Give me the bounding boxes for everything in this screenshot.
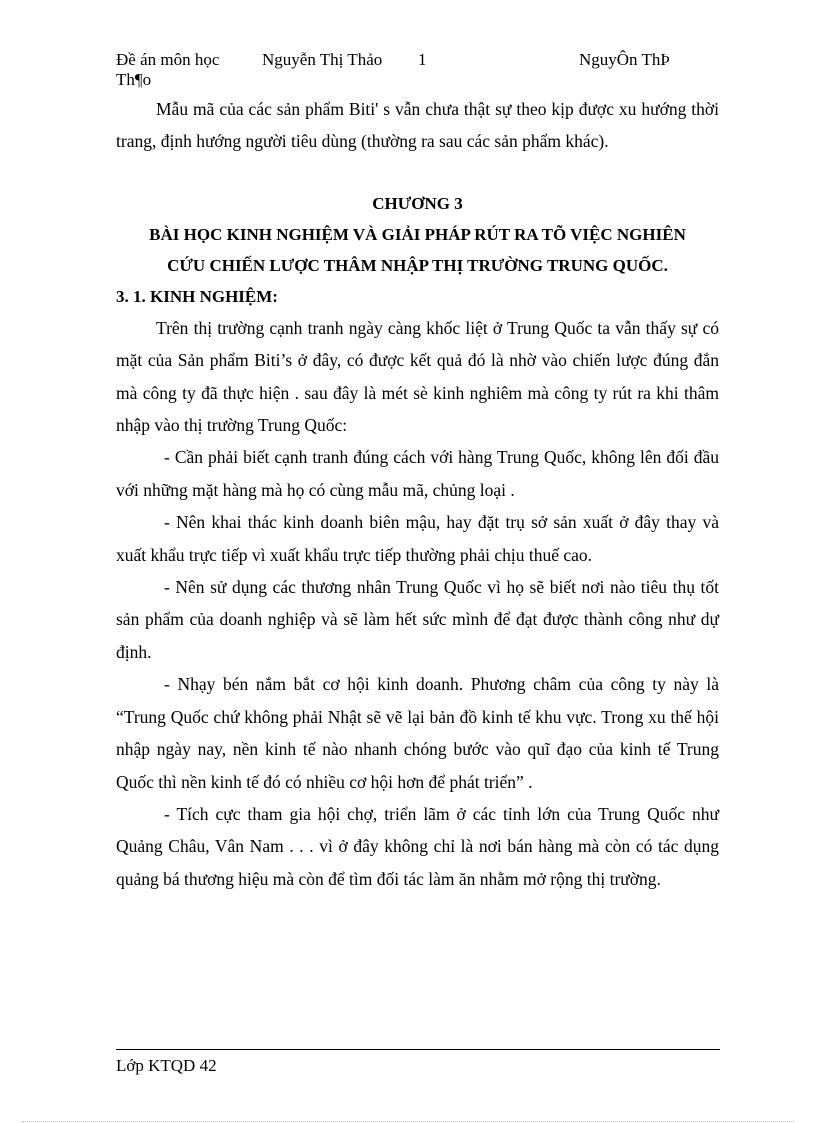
- page-bottom-edge: [22, 1121, 794, 1122]
- header-author: Nguyễn Thị Thảo: [262, 50, 383, 69]
- chapter-number: CHƯƠNG 3: [372, 193, 463, 213]
- experience-point: - Nên khai thác kinh doanh biên mậu, hay đặt trụ sở sản xuất ở đây thay và xuất khẩu trực tiếp vì xuất khẩu trực tiếp thường phải chịu thuế cao.: [116, 512, 719, 565]
- footer-class-label: Lớp KTQD 42: [116, 1056, 217, 1075]
- chapter-title-line-2: CỨU CHIẾN LƯỢC THÂM NHẬP THỊ TRƯỜNG TRUNG QUỐC.: [167, 255, 668, 275]
- chapter-title-line-1: BÀI HỌC KINH NGHIỆM VÀ GIẢI PHÁP RÚT RA TÕ VIỆC NGHIÊN: [149, 224, 686, 244]
- experience-point: - Nhạy bén nắm bắt cơ hội kinh doanh. Phương châm của công ty này là “Trung Quốc chứ không phải Nhật sẽ vẽ lại bản đồ kinh tế khu vực. Trong xu thế hội nhập ngày nay, nền kinh tế nào nhanh chóng bước vào quĩ đạo của kinh tế Trung Quốc thì nền kinh tế đó có nhiều cơ hội hơn để phát triển” .: [116, 674, 719, 792]
- section-title: 3. 1. KINH NGHIỆM:: [116, 286, 278, 306]
- header-garbled-name: NguyÔn ThÞ: [579, 50, 670, 69]
- document-body: [116, 93, 719, 895]
- header-page-number: 1: [418, 50, 427, 69]
- header-course: Đề án môn học: [116, 50, 220, 69]
- experience-point: - Tích cực tham gia hội chợ, triển lãm ở các tỉnh lớn của Trung Quốc như Quảng Châu, Vân Nam . . . vì ở đây không chỉ là nơi bán hàng mà còn có tác dụng quảng bá thương hiệu mà còn để tìm đối tác làm ăn nhằm mở rộng thị trường.: [116, 803, 719, 889]
- experience-point: - Nên sử dụng các thương nhân Trung Quốc vì họ sẽ biết nơi nào tiêu thụ tốt sản phẩm của doanh nghiệp và sẽ làm hết sức mình để đạt được thành công như dự định.: [116, 577, 719, 662]
- intro-paragraph: Mẫu mã của các sản phẩm Biti' s vẫn chưa thật sự theo kịp được xu hướng thời trang, định hướng người tiêu dùng (thường ra sau các sản phẩm khác).: [116, 99, 719, 152]
- experience-point: - Cần phải biết cạnh tranh đúng cách với hàng Trung Quốc, không lên đối đầu với những mặt hàng mà họ có cùng mẫu mã, chủng loại .: [116, 447, 719, 500]
- header-garbled-name-continued: Th¶o: [116, 70, 152, 89]
- footer-divider: [116, 1049, 720, 1050]
- section-lead-paragraph: Trên thị trường cạnh tranh ngày càng khốc liệt ở Trung Quốc ta vẫn thấy sự có mặt của Sản phẩm Biti’s ở đây, có được kết quả đó là nhờ vào chiến lược đúng đắn mà công ty đã thực hiện . sau đây là mét sè kinh nghiêm mà công ty rút ra khi thâm nhập vào thị trường Trung Quốc:: [116, 317, 719, 436]
- chapter-heading: [116, 188, 719, 281]
